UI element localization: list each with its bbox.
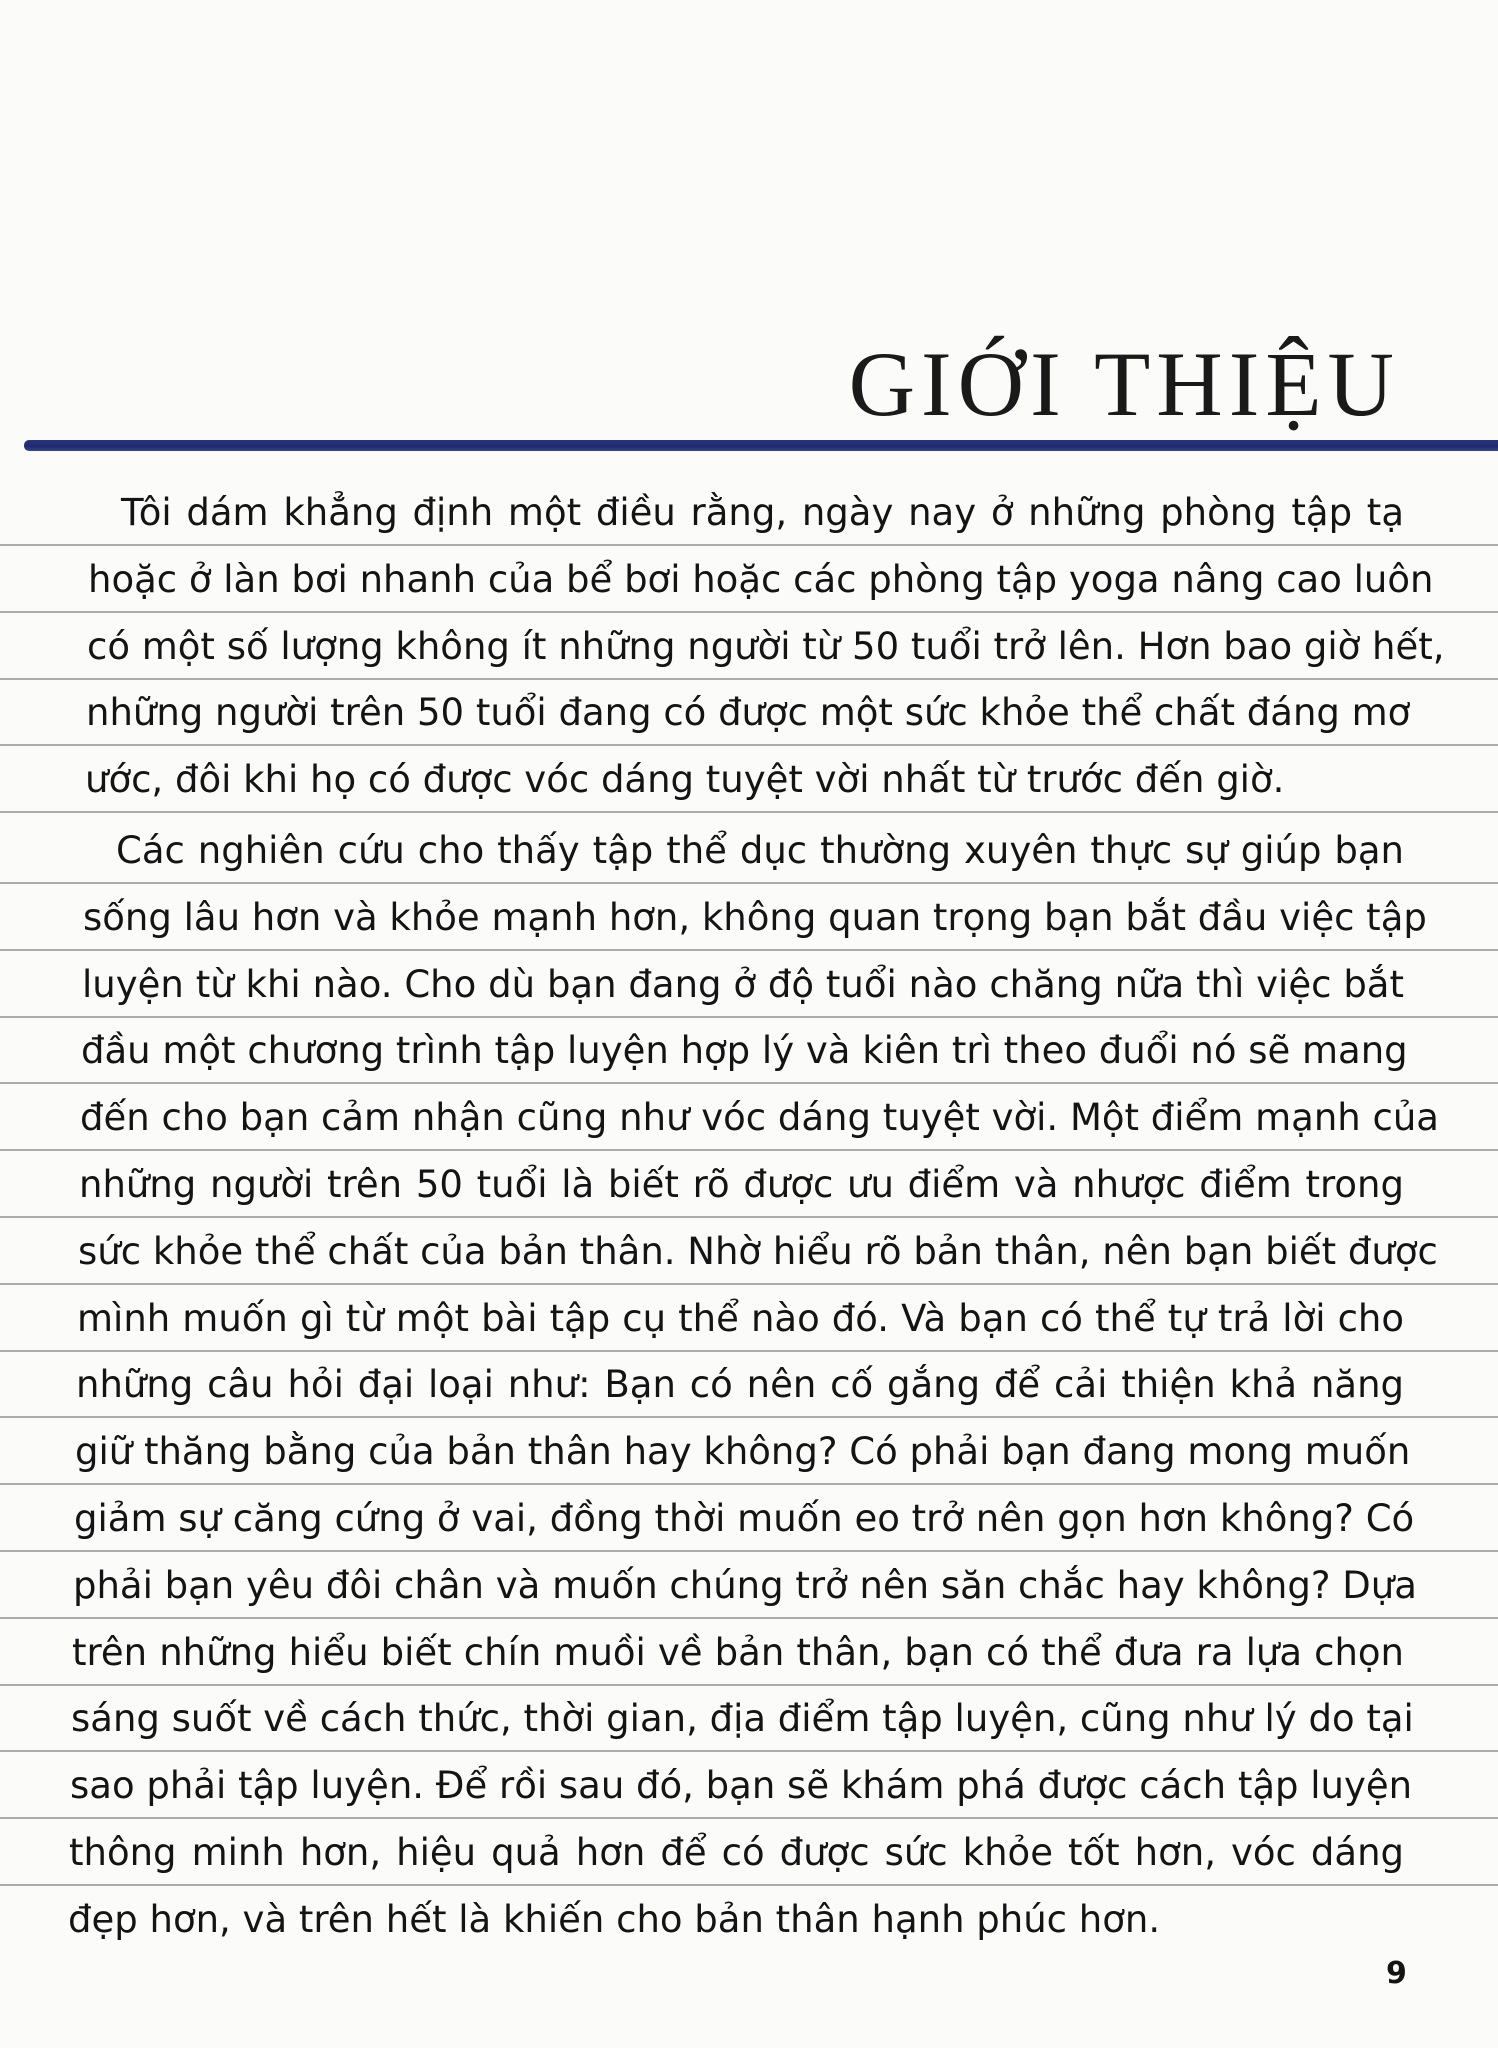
ruled-line — [0, 611, 1498, 613]
text-line: Tôi dám khẳng định một điều rằng, ngày nay ở những phòng tập tạ — [121, 491, 1404, 534]
text-line: trên những hiểu biết chín muồi về bản thân, bạn có thể đưa ra lựa chọn — [72, 1630, 1404, 1674]
text-line: những người trên 50 tuổi đang có được một sức khỏe thể chất đáng mơ — [86, 691, 1411, 735]
text-line: Các nghiên cứu cho thấy tập thể dục thường xuyên thực sự giúp bạn — [116, 829, 1404, 872]
ruled-line — [0, 1149, 1498, 1151]
ruled-line — [0, 1750, 1498, 1752]
ruled-line — [0, 1350, 1498, 1352]
text-line: có một số lượng không ít những người từ 50 tuổi trở lên. Hơn bao giờ hết, — [87, 624, 1445, 668]
page-number: 9 — [1386, 1956, 1407, 1991]
text-line: luyện từ khi nào. Cho dù bạn đang ở độ tuổi nào chăng nữa thì việc bắt — [82, 962, 1404, 1006]
text-line: sao phải tập luyện. Để rồi sau đó, bạn sẽ khám phá được cách tập luyện — [70, 1764, 1413, 1808]
ruled-line — [0, 1617, 1498, 1619]
text-line: mình muốn gì từ một bài tập cụ thể nào đó. Và bạn có thể tự trả lời cho — [77, 1296, 1404, 1340]
text-line: đẹp hơn, và trên hết là khiến cho bản thân hạnh phúc hơn. — [68, 1897, 1161, 1941]
text-line: thông minh hơn, hiệu quả hơn để có được sức khỏe tốt hơn, vóc dáng — [69, 1831, 1404, 1874]
ruled-line — [0, 744, 1498, 746]
ruled-line — [0, 678, 1498, 680]
ruled-line — [0, 811, 1498, 813]
text-line: đầu một chương trình tập luyện hợp lý và kiên trì theo đuổi nó sẽ mang — [81, 1029, 1408, 1073]
ruled-line — [0, 1283, 1498, 1285]
text-line: những câu hỏi đại loại như: Bạn có nên cố gắng để cải thiện khả năng — [76, 1363, 1404, 1407]
ruled-line — [0, 1483, 1498, 1485]
ruled-line — [0, 1817, 1498, 1819]
title-underline-bar — [24, 440, 1498, 451]
text-line: sức khỏe thể chất của bản thân. Nhờ hiểu rõ bản thân, nên bạn biết được — [78, 1229, 1438, 1273]
text-line: ước, đôi khi họ có được vóc dáng tuyệt vời nhất từ trước đến giờ. — [85, 758, 1285, 802]
text-line: giữ thăng bằng của bản thân hay không? Có phải bạn đang mong muốn — [75, 1430, 1411, 1474]
text-line: phải bạn yêu đôi chân và muốn chúng trở nên săn chắc hay không? Dựa — [73, 1563, 1417, 1607]
ruled-line — [0, 882, 1498, 884]
text-line: những người trên 50 tuổi là biết rõ được ưu điểm và nhược điểm trong — [79, 1163, 1404, 1206]
ruled-line — [0, 1550, 1498, 1552]
text-line: đến cho bạn cảm nhận cũng như vóc dáng tuyệt vời. Một điểm mạnh của — [80, 1096, 1439, 1140]
ruled-line — [0, 1884, 1498, 1886]
text-line: hoặc ở làn bơi nhanh của bể bơi hoặc các phòng tập yoga nâng cao luôn — [88, 557, 1434, 601]
ruled-line — [0, 1684, 1498, 1686]
ruled-line — [0, 1216, 1498, 1218]
chapter-title: GIỚI THIỆU — [848, 333, 1400, 435]
ruled-line — [0, 1416, 1498, 1418]
ruled-line — [0, 1016, 1498, 1018]
text-line: sống lâu hơn và khỏe mạnh hơn, không quan trọng bạn bắt đầu việc tập — [83, 895, 1427, 939]
ruled-line — [0, 949, 1498, 951]
text-line: giảm sự căng cứng ở vai, đồng thời muốn eo trở nên gọn hơn không? Có — [74, 1497, 1415, 1540]
text-line: sáng suốt về cách thức, thời gian, địa điểm tập luyện, cũng như lý do tại — [71, 1697, 1414, 1741]
ruled-line — [0, 1082, 1498, 1084]
ruled-line — [0, 544, 1498, 546]
